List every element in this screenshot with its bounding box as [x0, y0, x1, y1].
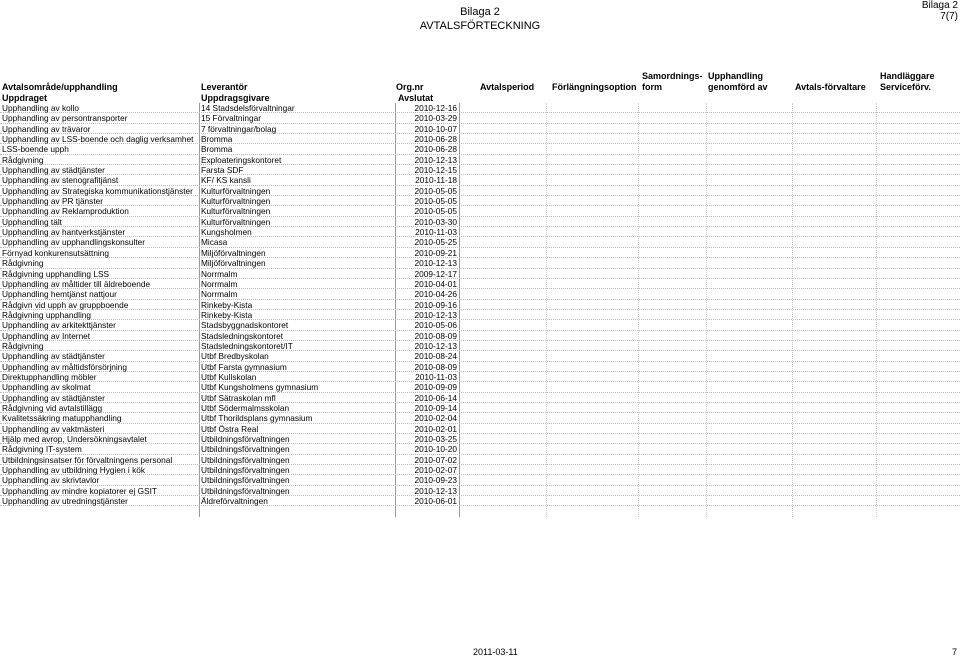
cell-uppdraget: Upphandling av Reklamproduktion: [2, 206, 129, 217]
cell-uppdraget: Hjälp med avrop, Undersökningsavtalet: [2, 434, 147, 444]
table-row: [0, 434, 960, 444]
table-row: [0, 496, 960, 506]
cell-uppdragsgivare: Miljöförvaltningen: [201, 247, 266, 258]
cell-uppdragsgivare: Rinkeby-Kista: [201, 299, 253, 310]
table-row: [0, 124, 960, 134]
cell-uppdraget: Upphandling av LSS-boende och daglig verksamhet: [2, 134, 194, 145]
cell-uppdraget: Utbildningsinsatser för förvaltningens personal: [2, 454, 173, 465]
cell-avslutat: 2010-09-23: [414, 475, 457, 486]
cell-uppdragsgivare: Utbf Farsta gymnasium: [201, 361, 287, 372]
cell-uppdraget: Upphandling tält: [2, 216, 62, 227]
table-row: [0, 269, 960, 279]
cell-avslutat: 2010-06-28: [414, 144, 457, 155]
cell-uppdraget: Upphandling av skrivtavlor: [2, 475, 100, 486]
cell-avslutat: 2010-05-05: [414, 206, 457, 217]
cell-uppdragsgivare: Micasa: [201, 237, 228, 248]
footer-page-number: 7: [952, 647, 958, 657]
cell-uppdragsgivare: Utbildningsförvaltningen: [201, 444, 290, 455]
cell-avslutat: 2010-12-13: [414, 485, 457, 496]
table-row: [0, 465, 960, 475]
header-upphandling-2: genomförd av: [708, 82, 768, 92]
header-handlaggare-2: Serviceförv.: [880, 82, 931, 92]
cell-uppdragsgivare: Kulturförvaltningen: [201, 206, 271, 217]
cell-avslutat: 2009-12-17: [414, 268, 457, 279]
table-row: [0, 248, 960, 258]
cell-uppdraget: Upphandling av måltidsförsörjning: [2, 361, 127, 372]
table-row: [0, 134, 960, 144]
table-row: [0, 227, 960, 237]
bilaga-label-right: Bilaga 2: [921, 0, 958, 11]
cell-uppdragsgivare: Äldreförvaltningen: [201, 496, 268, 507]
table-row: [0, 279, 960, 289]
cell-uppdragsgivare: Norrmalm: [201, 289, 238, 300]
cell-uppdragsgivare: Kulturförvaltningen: [201, 216, 271, 227]
cell-uppdragsgivare: 7 förvaltningar/bolag: [201, 123, 277, 134]
cell-avslutat: 2010-09-14: [414, 402, 457, 413]
cell-uppdragsgivare: Utbf Kullskolan: [201, 371, 257, 382]
table-row: [0, 372, 960, 382]
table-row: [0, 341, 960, 351]
cell-avslutat: 2010-10-07: [414, 123, 457, 134]
table-row: [0, 175, 960, 185]
cell-uppdragsgivare: Bromma: [201, 144, 233, 155]
table-row: [0, 155, 960, 165]
page-of-label: 7(7): [940, 11, 958, 22]
cell-uppdraget: Upphandling av upphandlingskonsulter: [2, 237, 145, 248]
table-row: [0, 475, 960, 485]
cell-uppdraget: Rådgivning upphandling LSS: [2, 268, 110, 279]
cell-avslutat: 2010-12-13: [414, 309, 457, 320]
cell-avslutat: 2010-05-05: [414, 196, 457, 207]
cell-uppdragsgivare: Stadsbyggnadskontoret: [201, 320, 289, 331]
header-leverantor: Leverantör: [201, 82, 248, 92]
cell-avslutat: 2010-06-14: [414, 392, 457, 403]
cell-uppdraget: Upphandling av persontransporter: [2, 113, 128, 124]
table-body: [0, 103, 960, 506]
table-row: [0, 206, 960, 216]
cell-uppdraget: Upphandling av måltider till äldreboende: [2, 278, 151, 289]
cell-uppdragsgivare: Utbf Kungsholmens gymnasium: [201, 382, 319, 393]
cell-avslutat: 2010-04-26: [414, 289, 457, 300]
cell-uppdragsgivare: 14 Stadsdelsförvaltningar: [201, 103, 295, 113]
header-handlaggare-1: Handläggare: [880, 71, 935, 81]
table-row: [0, 300, 960, 310]
cell-uppdraget: Rådgivning upphandling: [2, 309, 92, 320]
cell-avslutat: 2010-09-16: [414, 299, 457, 310]
cell-avslutat: 2010-12-13: [414, 258, 457, 269]
cell-uppdragsgivare: Stadsledningskontoret: [201, 330, 284, 341]
cell-avslutat: 2010-09-09: [414, 382, 457, 393]
cell-uppdraget: Upphandling av utredningstjänster: [2, 496, 128, 507]
header-samordningsform-1: Samordnings-: [642, 71, 703, 81]
cell-avslutat: 2010-05-06: [414, 320, 457, 331]
document-title: AVTALSFÖRTECKNING: [419, 20, 541, 32]
cell-uppdraget: Upphandling av mindre kopiatorer ej GSIT: [2, 485, 157, 496]
cell-uppdragsgivare: Kulturförvaltningen: [201, 196, 271, 207]
cell-uppdragsgivare: Farsta SDF: [201, 165, 244, 176]
cell-uppdraget: Rådgivning: [2, 154, 44, 165]
header-avtalsforvaltare: Avtals-förvaltare: [795, 82, 866, 92]
cell-avslutat: 2010-12-13: [414, 154, 457, 165]
cell-uppdraget: Upphandling av arkitekttjänster: [2, 320, 116, 331]
cell-uppdragsgivare: Rinkeby-Kista: [201, 309, 253, 320]
cell-uppdraget: Direktupphandling möbler: [2, 371, 97, 382]
cell-uppdragsgivare: Utbildningsförvaltningen: [201, 475, 290, 486]
table-row: [0, 382, 960, 392]
cell-uppdragsgivare: KF/ KS kansli: [201, 175, 251, 186]
cell-uppdragsgivare: Miljöförvaltningen: [201, 258, 266, 269]
cell-uppdraget: Rådgivning vid avtalstillägg: [2, 402, 103, 413]
table-row: [0, 217, 960, 227]
cell-uppdraget: Kvalitetssäkring matupphandling: [2, 413, 122, 424]
cell-uppdragsgivare: Utbildningsförvaltningen: [201, 465, 290, 476]
table-row: [0, 103, 960, 113]
cell-uppdraget: Upphandling av trävaror: [2, 123, 91, 134]
cell-uppdragsgivare: Utbf Östra Real: [201, 423, 259, 434]
table-row: [0, 186, 960, 196]
bilaga-label: Bilaga 2: [460, 6, 500, 18]
cell-uppdragsgivare: Kungsholmen: [201, 227, 252, 238]
table-row: [0, 237, 960, 247]
table-row: [0, 320, 960, 330]
cell-avslutat: 2010-09-21: [414, 247, 457, 258]
cell-avslutat: 2010-05-25: [414, 237, 457, 248]
cell-uppdragsgivare: Utbf Bredbyskolan: [201, 351, 269, 362]
table-row: [0, 393, 960, 403]
header-avtalsperiod: Avtalsperiod: [480, 82, 535, 92]
cell-uppdraget: Upphandling av Strategiska kommunikationstjänster: [2, 185, 193, 196]
cell-avslutat: 2010-12-13: [414, 340, 457, 351]
cell-avslutat: 2010-12-16: [414, 103, 457, 113]
footer-date: 2011-03-11: [473, 647, 518, 657]
header-avslutat: Avslutat: [398, 93, 434, 103]
table-row: [0, 351, 960, 361]
table-row: [0, 486, 960, 496]
table-row: [0, 144, 960, 154]
cell-avslutat: 2010-04-01: [414, 278, 457, 289]
cell-uppdraget: LSS-boende upph: [2, 144, 69, 155]
table-row: [0, 289, 960, 299]
header-samordningsform-2: form: [642, 82, 662, 92]
cell-uppdraget: Rådgivning IT-system: [2, 444, 82, 455]
table-row: [0, 362, 960, 372]
cell-uppdragsgivare: Utbildningsförvaltningen: [201, 485, 290, 496]
cell-uppdraget: Rådgivn vid upph av gruppboende: [2, 299, 129, 310]
table-row: [0, 113, 960, 123]
header-uppdraget: Uppdraget: [2, 93, 47, 103]
cell-uppdraget: Upphandling av PR tjänster: [2, 196, 104, 207]
cell-avslutat: 2010-06-01: [414, 496, 457, 507]
cell-avslutat: 2010-12-15: [414, 165, 457, 176]
bilaga-page-ref: [922, 0, 958, 22]
header-orgnr: Org.nr: [396, 82, 424, 92]
table-row: [0, 413, 960, 423]
cell-avslutat: 2010-05-05: [414, 185, 457, 196]
table-row: [0, 165, 960, 175]
cell-uppdraget: Upphandling av vaktmästeri: [2, 423, 105, 434]
table-row: [0, 455, 960, 465]
cell-avslutat: 2010-08-24: [414, 351, 457, 362]
cell-avslutat: 2010-02-04: [414, 413, 457, 424]
header-avtalsomrade: Avtalsområde/upphandling: [2, 82, 118, 92]
cell-uppdragsgivare: 15 Förvaltningar: [201, 113, 261, 124]
cell-uppdraget: Upphandling av kollo: [2, 103, 80, 113]
cell-uppdragsgivare: Utbf Södermalmsskolan: [201, 402, 290, 413]
header-forlangningsoption: Förlängningsoption: [552, 82, 637, 92]
cell-uppdragsgivare: Utbf Thorildsplans gymnasium: [201, 413, 313, 424]
cell-avslutat: 2010-07-02: [414, 454, 457, 465]
table-row: [0, 331, 960, 341]
table-row: [0, 258, 960, 268]
cell-uppdraget: Upphandling av Internet: [2, 330, 91, 341]
cell-uppdragsgivare: Utbildningsförvaltningen: [201, 434, 290, 444]
cell-uppdraget: Förnyad konkurensutsättning: [2, 247, 110, 258]
cell-uppdragsgivare: Norrmalm: [201, 278, 238, 289]
cell-avslutat: 2010-10-20: [414, 444, 457, 455]
cell-avslutat: 2010-11-03: [415, 371, 457, 382]
table-row: [0, 196, 960, 206]
cell-uppdraget: Upphandling av städtjänster: [2, 392, 105, 403]
cell-uppdragsgivare: Norrmalm: [201, 268, 238, 279]
table-row: [0, 310, 960, 320]
header-uppdragsgivare: Uppdragsgivare: [201, 93, 270, 103]
cell-uppdraget: Upphandling av utbildning Hygien i kök: [2, 465, 145, 476]
cell-uppdragsgivare: Kulturförvaltningen: [201, 185, 271, 196]
cell-uppdraget: Upphandling av hantverkstjänster: [2, 227, 126, 238]
cell-avslutat: 2010-08-09: [414, 330, 457, 341]
cell-avslutat: 2010-11-18: [415, 175, 457, 186]
cell-uppdraget: Upphandling av stenografitjänst: [2, 175, 119, 186]
cell-avslutat: 2010-03-29: [414, 113, 457, 124]
cell-uppdraget: Upphandling av skolmat: [2, 382, 91, 393]
cell-avslutat: 2010-11-03: [415, 227, 457, 238]
cell-uppdraget: Upphandling hemtjänst nattjour: [2, 289, 117, 300]
cell-avslutat: 2010-08-09: [414, 361, 457, 372]
cell-avslutat: 2010-02-01: [414, 423, 457, 434]
cell-uppdraget: Rådgivning: [2, 340, 44, 351]
table-row: [0, 403, 960, 413]
cell-uppdragsgivare: Exploateringskontoret: [201, 154, 282, 165]
cell-uppdraget: Upphandling av städtjänster: [2, 351, 105, 362]
table-row: [0, 444, 960, 454]
table-row: [0, 424, 960, 434]
cell-avslutat: 2010-03-25: [414, 434, 457, 444]
cell-uppdragsgivare: Bromma: [201, 134, 233, 145]
cell-avslutat: 2010-03-30: [414, 216, 457, 227]
cell-uppdragsgivare: Utbf Sätraskolan mfl: [201, 392, 276, 403]
table-header: [0, 70, 960, 104]
header-upphandling-1: Upphandling: [708, 71, 763, 81]
cell-uppdragsgivare: Stadsledningskontoret/IT: [201, 340, 293, 351]
cell-avslutat: 2010-06-28: [414, 134, 457, 145]
cell-uppdraget: Rådgivning: [2, 258, 44, 269]
cell-uppdraget: Upphandling av städtjänster: [2, 165, 105, 176]
cell-avslutat: 2010-02-07: [414, 465, 457, 476]
cell-uppdragsgivare: Utbildningsförvaltningen: [201, 454, 290, 465]
